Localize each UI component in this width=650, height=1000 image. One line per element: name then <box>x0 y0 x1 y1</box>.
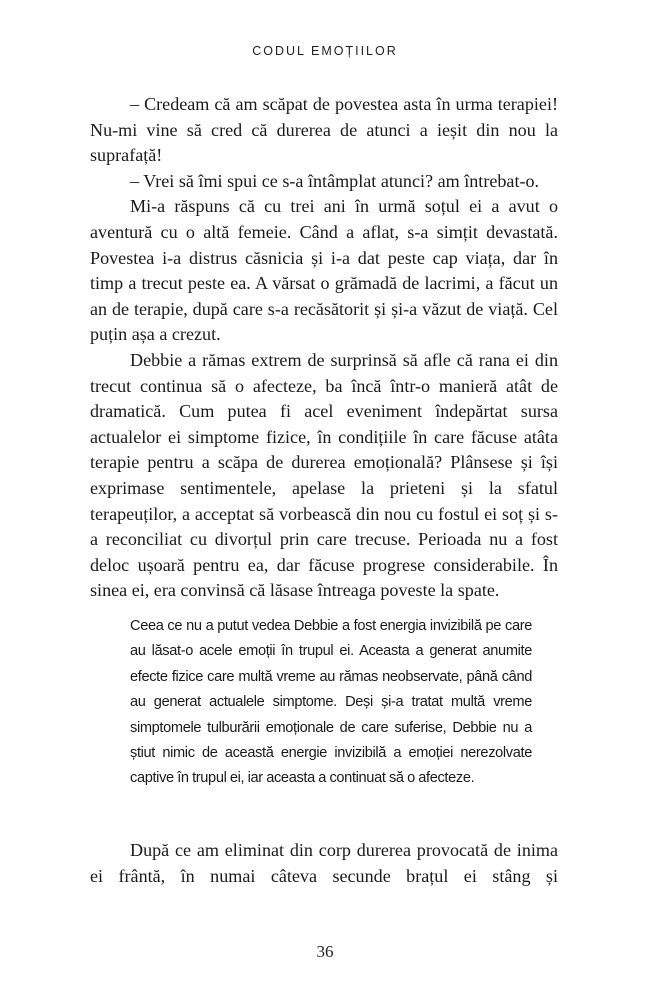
main-text-block <box>90 92 558 604</box>
highlight-callout <box>130 614 532 792</box>
callout-text: Ceea ce nu a putut vedea Debbie a fost energia invizibilă pe care au lăsat-o acele emoții în trupul ei. Aceasta a generat anumite efecte fizice care multă vreme au rămas neobservate, până când au generat actualele simptome. Deși și-a tratat multă vreme simptomele tulburării emoționale de care suferise, Debbie nu a știut nimic de această energie invizibilă a emoției nerezolvate captive în trupul ei, iar aceasta a continuat să o afecteze. <box>130 618 532 787</box>
paragraph-debbie-surprise: Debbie a rămas extrem de surprinsă să afle că rana ei din trecut continua să o afecteze, ba încă într-o manieră atât de dramatică. Cum putea fi acel eveniment îndepărtat sursa actualelor ei simptome fizice, în condițiile în care făcuse atâta terapie pentru a scăpa de durerea emoțională? Plânsese și își exprimase sentimentele, apelase la prieteni și la sfatul terapeuților, a acceptat să vorbească din nou cu fostul ei soț și s-a reconciliat cu divorțul prin care trecuse. Perioada nu a fost deloc ușoară pentru ea, dar făcuse progrese considerabile. În sinea ei, era convinsă că lăsase întreaga poveste la spate. <box>90 349 558 601</box>
paragraph-dialogue-2: – Vrei să îmi spui ce s-a întâmplat atunci? am întrebat-o. <box>130 170 540 191</box>
closing-text-block <box>90 838 558 889</box>
paragraph-story: Mi-a răspuns că cu trei ani în urmă soțul ei a avut o aventură cu o altă femeie. Când a aflat, s-a simțit devastată. Povestea i-a distrus căsnicia și i-a dat peste cap viața, dar în timp a trecut peste ea. A vărsat o grămadă de lacrimi, a făcut un an de terapie, după care s-a recăsătorit și și-a văzut de viață. Cel puțin așa a crezut. <box>90 196 558 345</box>
page-number: 36 <box>316 942 334 961</box>
paragraph-closing: După ce am eliminat din corp durerea provocată de inima ei frântă, în numai câteva secunde brațul ei stâng și <box>90 840 558 886</box>
paragraph-dialogue-1: – Credeam că am scăpat de povestea asta în urma terapiei! Nu-mi vine să cred că durerea de atunci a ieșit din nou la suprafață! <box>90 94 558 166</box>
running-title: CODUL EMOȚIILOR <box>252 44 398 58</box>
